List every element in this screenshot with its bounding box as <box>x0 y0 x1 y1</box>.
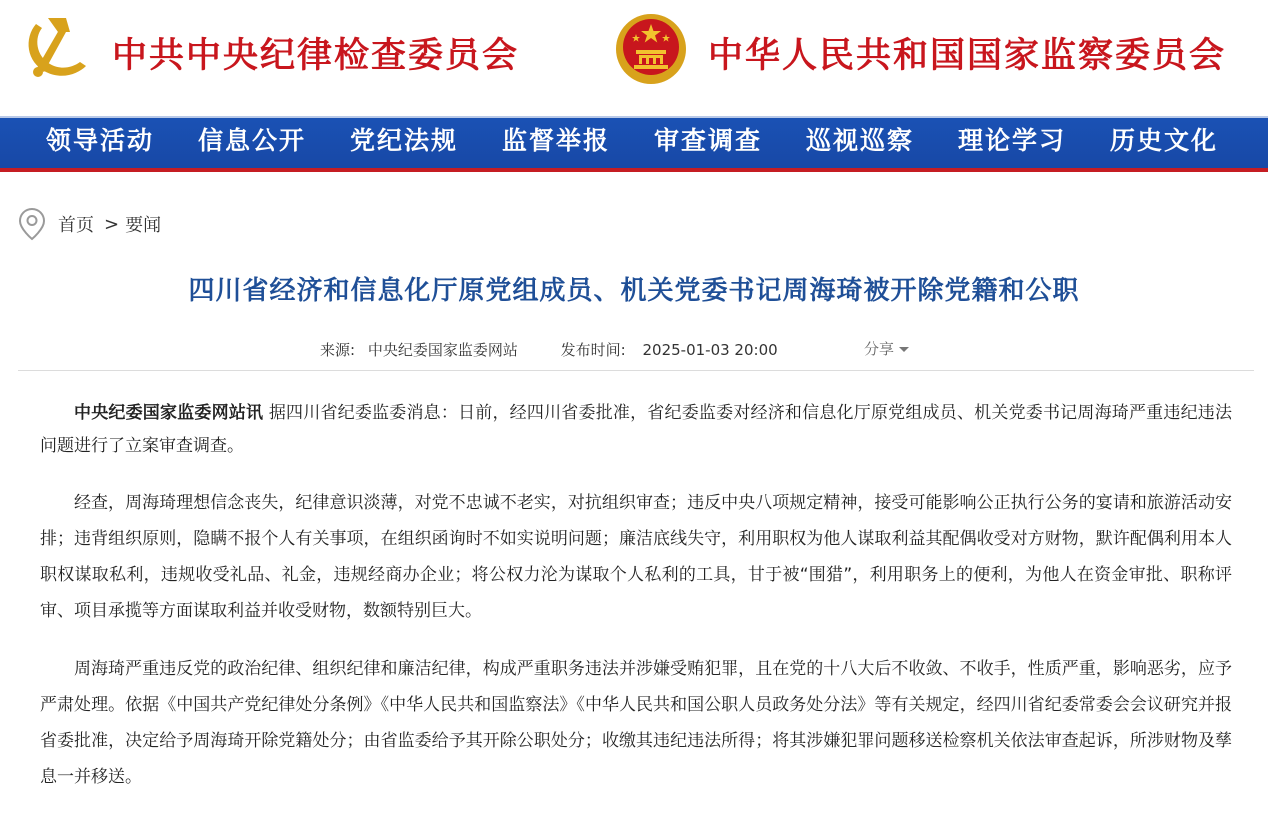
article-paragraph <box>40 651 1232 795</box>
location-pin-icon <box>18 207 46 241</box>
source-value: 中央纪委国家监委网站 <box>367 341 518 359</box>
article-paragraph <box>40 397 1232 463</box>
nav-item-info-disclosure[interactable]: 信息公开 <box>197 126 306 155</box>
nav-item-regulations[interactable]: 党纪法规 <box>349 126 458 155</box>
nav-item-report[interactable]: 监督举报 <box>501 126 610 155</box>
nav-top-divider <box>0 116 1268 118</box>
site-name-cpc[interactable]: 中共中央纪律检查委员会 <box>112 35 520 76</box>
breadcrumb-current-link[interactable]: 要闻 <box>125 215 162 236</box>
site-name-nsc[interactable]: 中华人民共和国国家监察委员会 <box>708 35 1227 76</box>
paragraph-text: 据四川省纪委监委消息：日前，经四川省委批准，省纪委监委对经济和信息化厅原党组成员、机关党委书记周海琦严重违纪违法问题进行了立案审查调查。 <box>40 403 1232 456</box>
breadcrumb <box>18 206 161 242</box>
time-label: 发布时间: <box>560 341 626 359</box>
main-nav <box>0 116 1268 172</box>
nav-item-leadership[interactable]: 领导活动 <box>45 126 154 155</box>
party-emblem-icon[interactable] <box>18 10 94 86</box>
share-label: 分享 <box>864 340 895 358</box>
nav-item-theory[interactable]: 理论学习 <box>957 126 1066 155</box>
divider <box>18 370 1254 371</box>
nav-item-inspection[interactable]: 巡视巡察 <box>805 126 914 155</box>
article-meta <box>320 339 778 360</box>
article-body <box>40 397 1232 817</box>
nav-item-history[interactable]: 历史文化 <box>1109 126 1218 155</box>
publish-time: 2025-01-03 20:00 <box>642 341 778 359</box>
nav-item-investigation[interactable]: 审查调查 <box>653 126 762 155</box>
chevron-down-icon <box>899 347 909 352</box>
breadcrumb-home-link[interactable]: 首页 <box>58 215 94 236</box>
masthead <box>0 0 1268 116</box>
share-button[interactable] <box>864 338 909 359</box>
national-emblem-icon[interactable] <box>614 12 688 86</box>
paragraph-text: 经查，周海琦理想信念丧失，纪律意识淡薄，对党不忠诚不老实，对抗组织审查；违反中央八项规定精神，接受可能影响公正执行公务的宴请和旅游活动安排；违背组织原则，隐瞒不报个人有关事项，在组织函询时不如实说明问题；廉洁底线失守，利用职权为他人谋取利益其配偶收受对方财物，默许配偶利用本人职权谋取私利，违规收受礼品、礼金，违规经商办企业；将公权力沦为谋取个人私利的工具，甘于被“围猎”，利用职务上的便利，为他人在资金审批、职称评审、项目承揽等方面谋取利益并收受财物，数额特别巨大。 <box>40 493 1232 621</box>
article-paragraph <box>40 485 1232 629</box>
dateline: 中央纪委国家监委网站讯 <box>74 403 264 423</box>
paragraph-text: 周海琦严重违反党的政治纪律、组织纪律和廉洁纪律，构成严重职务违法并涉嫌受贿犯罪，且在党的十八大后不收敛、不收手，性质严重，影响恶劣，应予严肃处理。依据《中国共产党纪律处分条例》《中华人民共和国监察法》《中华人民共和国公职人员政务处分法》等有关规定，经四川省纪委常委会会议研究并报省委批准，决定给予周海琦开除党籍处分；由省监委给予其开除公职处分；收缴其违纪违法所得；将其涉嫌犯罪问题移送检察机关依法审查起诉，所涉财物及孳息一并移送。 <box>40 659 1232 787</box>
breadcrumb-separator: > <box>104 213 120 235</box>
article-title: 四川省经济和信息化厅原党组成员、机关党委书记周海琦被开除党籍和公职 <box>188 276 1080 306</box>
source-label: 来源: <box>320 341 356 359</box>
